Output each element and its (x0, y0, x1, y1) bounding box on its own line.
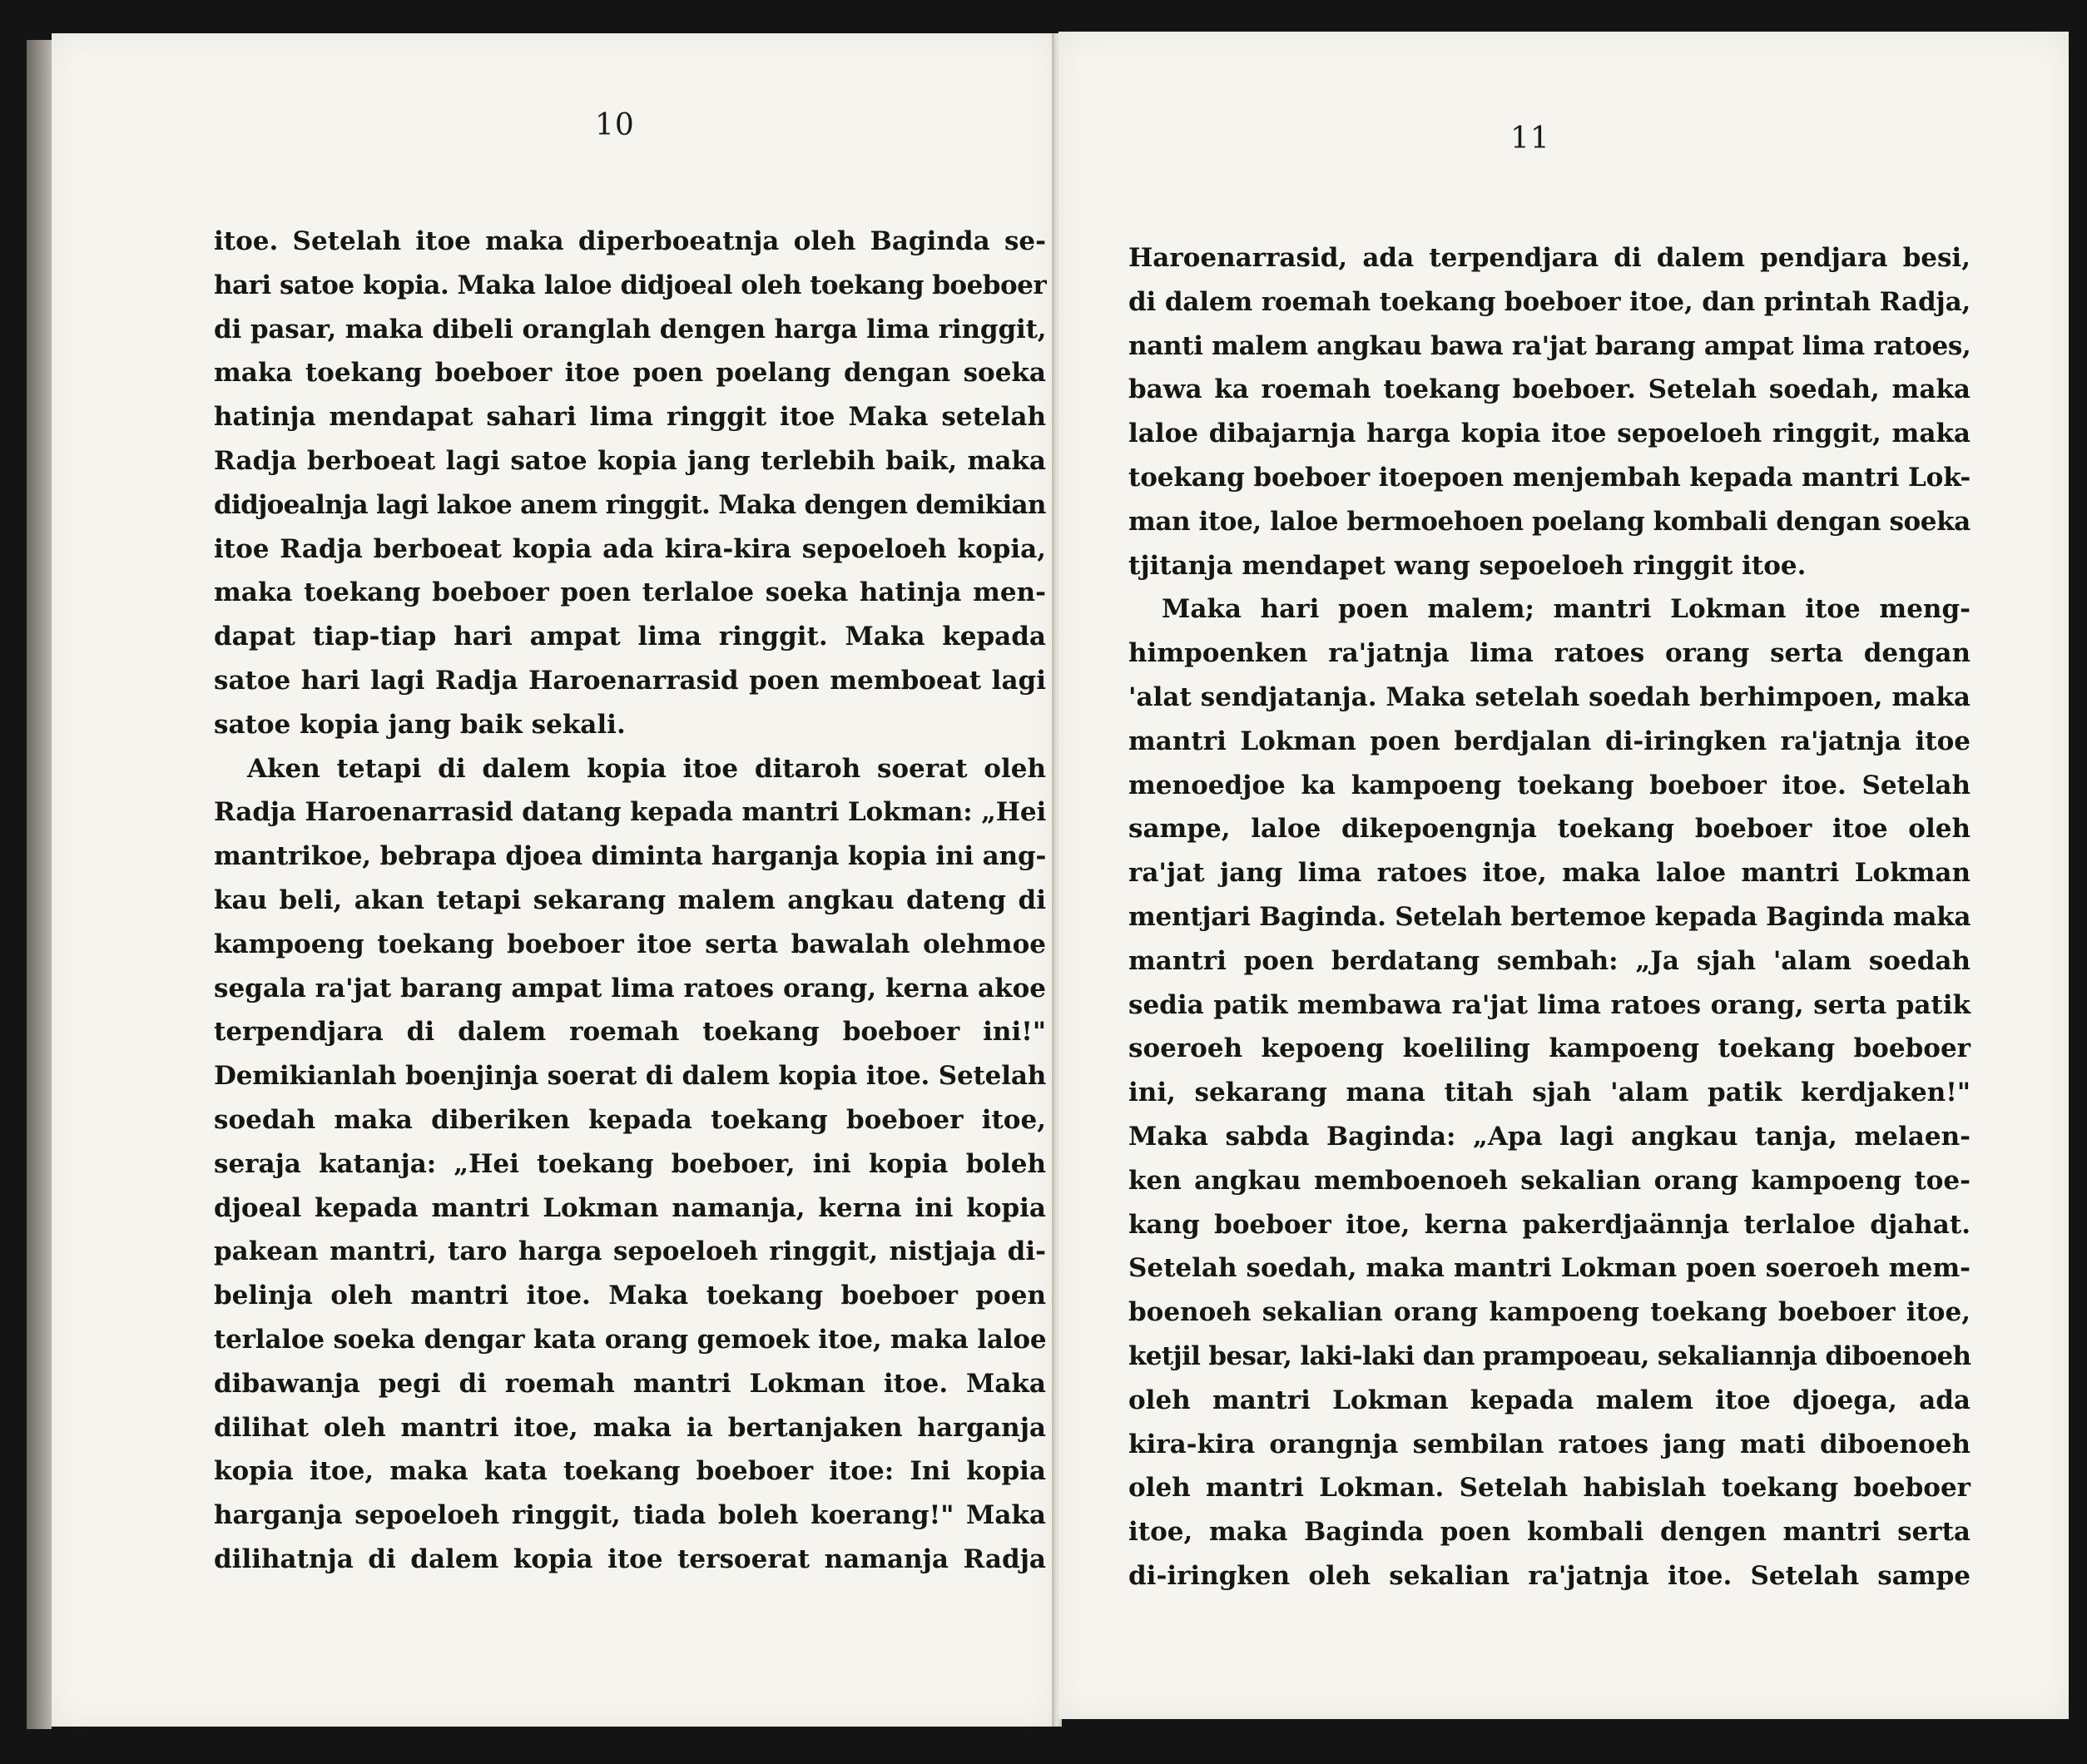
text-line: soedah maka diberiken kepada toekang boeboer itoe, (214, 1104, 1046, 1135)
text-line: ketjil besar, laki-laki dan prampoeau, sekaliannja diboenoeh (1128, 1340, 1971, 1371)
text-line: dilihatnja di dalem kopia itoe tersoerat namanja Radja (214, 1544, 1046, 1574)
text-line: itoe Radja berboeat kopia ada kira-kira sepoeloeh kopia, (214, 533, 1046, 564)
text-line: Setelah soedah, maka mantri Lokman poen soeroeh mem- (1128, 1253, 1971, 1284)
text-line: maka toekang boeboer itoe poen poelang dengan soeka (214, 358, 1046, 389)
text-line: mentjari Baginda. Setelah bertemoe kepada Baginda maka (1128, 901, 1971, 932)
left-page-text (214, 220, 1046, 1582)
text-line: toekang boeboer itoepoen menjembah kepada mantri Lok- (1128, 462, 1971, 493)
right-page-text (1128, 236, 1971, 1598)
text-line: kau beli, akan tetapi sekarang malem angkau dateng di (214, 884, 1046, 915)
right-page (1058, 32, 2069, 1719)
text-line: pakean mantri, taro harga sepoeloeh ringgit, nistjaja di- (214, 1236, 1046, 1267)
text-line: tjitanja mendapet wang sepoeloeh ringgit itoe. (1128, 550, 1807, 581)
page-number-right: 11 (1510, 121, 1550, 156)
text-line: nanti malem angkau bawa ra'jat barang ampat lima ratoes, (1128, 330, 1971, 361)
text-line: terlaloe soeka dengar kata orang gemoek itoe, maka laloe (214, 1324, 1047, 1355)
text-line: ken angkau memboenoeh sekalian orang kampoeng toe- (1128, 1165, 1971, 1196)
text-line: ini, sekarang mana titah sjah 'alam patik kerdjaken!" (1128, 1078, 1971, 1108)
text-line: Maka sabda Baginda: „Apa lagi angkau tanja, melaen- (1128, 1121, 1971, 1152)
book-edge (27, 40, 52, 1729)
text-line: oleh mantri Lokman kepada malem itoe djoega, ada (1128, 1385, 1971, 1415)
text-line: menoedjoe ka kampoeng toekang boeboer itoe. Setelah (1128, 770, 1971, 800)
text-line: kopia itoe, maka kata toekang boeboer itoe: Ini kopia (214, 1456, 1046, 1487)
text-line: belinja oleh mantri itoe. Maka toekang boeboer poen (214, 1281, 1046, 1311)
text-line: sedia patik membawa ra'jat lima ratoes orang, serta patik (1128, 989, 1971, 1020)
text-line: Radja berboeat lagi satoe kopia jang terlebih baik, maka (214, 445, 1046, 476)
text-line: bawa ka roemah toekang boeboer. Setelah soedah, maka (1128, 374, 1971, 405)
text-line: Haroenarrasid, ada terpendjara di dalem pendjara besi, (1128, 243, 1971, 273)
text-line: di dalem roemah toekang boeboer itoe, dan printah Radja, (1128, 286, 1971, 317)
text-line: di pasar, maka dibeli oranglah dengen harga lima ringgit, (214, 314, 1047, 344)
text-line: soeroeh kepoeng koeliling kampoeng toekang boeboer (1128, 1033, 1971, 1064)
text-line: kang boeboer itoe, kerna pakerdjaännja terlaloe djahat. (1128, 1209, 1971, 1240)
text-line: didjoealnja lagi lakoe anem ringgit. Maka dengen demikian (214, 489, 1046, 520)
text-line: kira-kira orangnja sembilan ratoes jang mati diboenoeh (1128, 1429, 1971, 1459)
text-line: 'alat sendjatanja. Maka setelah soedah berhimpoen, maka (1128, 681, 1971, 712)
text-line: boenoeh sekalian orang kampoeng toekang boeboer itoe, (1128, 1297, 1971, 1328)
text-line: kampoeng toekang boeboer itoe serta bawalah olehmoe (214, 929, 1046, 959)
text-line: itoe. Setelah itoe maka diperboeatnja oleh Baginda se- (214, 226, 1046, 256)
text-line: itoe, maka Baginda poen kombali dengen mantri serta (1128, 1517, 1971, 1548)
text-line: Demikianlah boenjinja soerat di dalem kopia itoe. Setelah (214, 1061, 1047, 1092)
text-line: ra'jat jang lima ratoes itoe, maka laloe mantri Lokman (1128, 858, 1971, 889)
text-line: di-iringken oleh sekalian ra'jatnja itoe. Setelah sampe (1128, 1560, 1971, 1591)
page-number-left: 10 (595, 108, 635, 142)
text-line: mantri poen berdatang sembah: „Ja sjah 'alam soedah (1128, 945, 1971, 976)
text-line: Radja Haroenarrasid datang kepada mantri Lokman: „Hei (214, 797, 1047, 828)
text-line: Aken tetapi di dalem kopia itoe ditaroh soerat oleh (247, 753, 1046, 784)
text-line: dilihat oleh mantri itoe, maka ia bertanjaken harganja (214, 1412, 1046, 1443)
text-line: himpoenken ra'jatnja lima ratoes orang serta dengan (1128, 638, 1971, 669)
text-line: seraja katanja: „Hei toekang boeboer, ini kopia boleh (214, 1148, 1046, 1179)
text-line: hatinja mendapat sahari lima ringgit itoe Maka setelah (214, 402, 1046, 433)
text-line: man itoe, laloe bermoehoen poelang kombali dengan soeka (1128, 506, 1971, 537)
text-line: dibawanja pegi di roemah mantri Lokman itoe. Maka (214, 1368, 1046, 1399)
text-line: dapat tiap-tiap hari ampat lima ringgit. Maka kepada (214, 622, 1046, 652)
text-line: terpendjara di dalem roemah toekang boeboer ini!" (214, 1017, 1046, 1048)
text-line: hari satoe kopia. Maka laloe didjoeal oleh toekang boeboer (214, 270, 1047, 300)
text-line: segala ra'jat barang ampat lima ratoes orang, kerna akoe (214, 973, 1046, 1003)
left-page (52, 33, 1058, 1727)
text-line: mantri Lokman poen berdjalan di-iringken ra'jatnja itoe (1128, 726, 1971, 756)
text-line: satoe hari lagi Radja Haroenarrasid poen memboeat lagi (214, 665, 1046, 696)
text-line: oleh mantri Lokman. Setelah habislah toekang boeboer (1128, 1473, 1971, 1504)
text-line: Maka hari poen malem; mantri Lokman itoe meng- (1162, 594, 1971, 625)
text-line: harganja sepoeloeh ringgit, tiada boleh koerang!" Maka (214, 1500, 1046, 1531)
text-line: sampe, laloe dikepoengnja toekang boeboer itoe oleh (1128, 814, 1971, 845)
text-line: laloe dibajarnja harga kopia itoe sepoeloeh ringgit, maka (1128, 419, 1971, 449)
text-line: mantrikoe, bebrapa djoea diminta harganja kopia ini ang- (214, 841, 1047, 872)
text-line: satoe kopia jang baik sekali. (214, 709, 626, 740)
text-line: djoeal kepada mantri Lokman namanja, kerna ini kopia (214, 1192, 1046, 1223)
text-line: maka toekang boeboer poen terlaloe soeka hatinja men- (214, 577, 1046, 608)
